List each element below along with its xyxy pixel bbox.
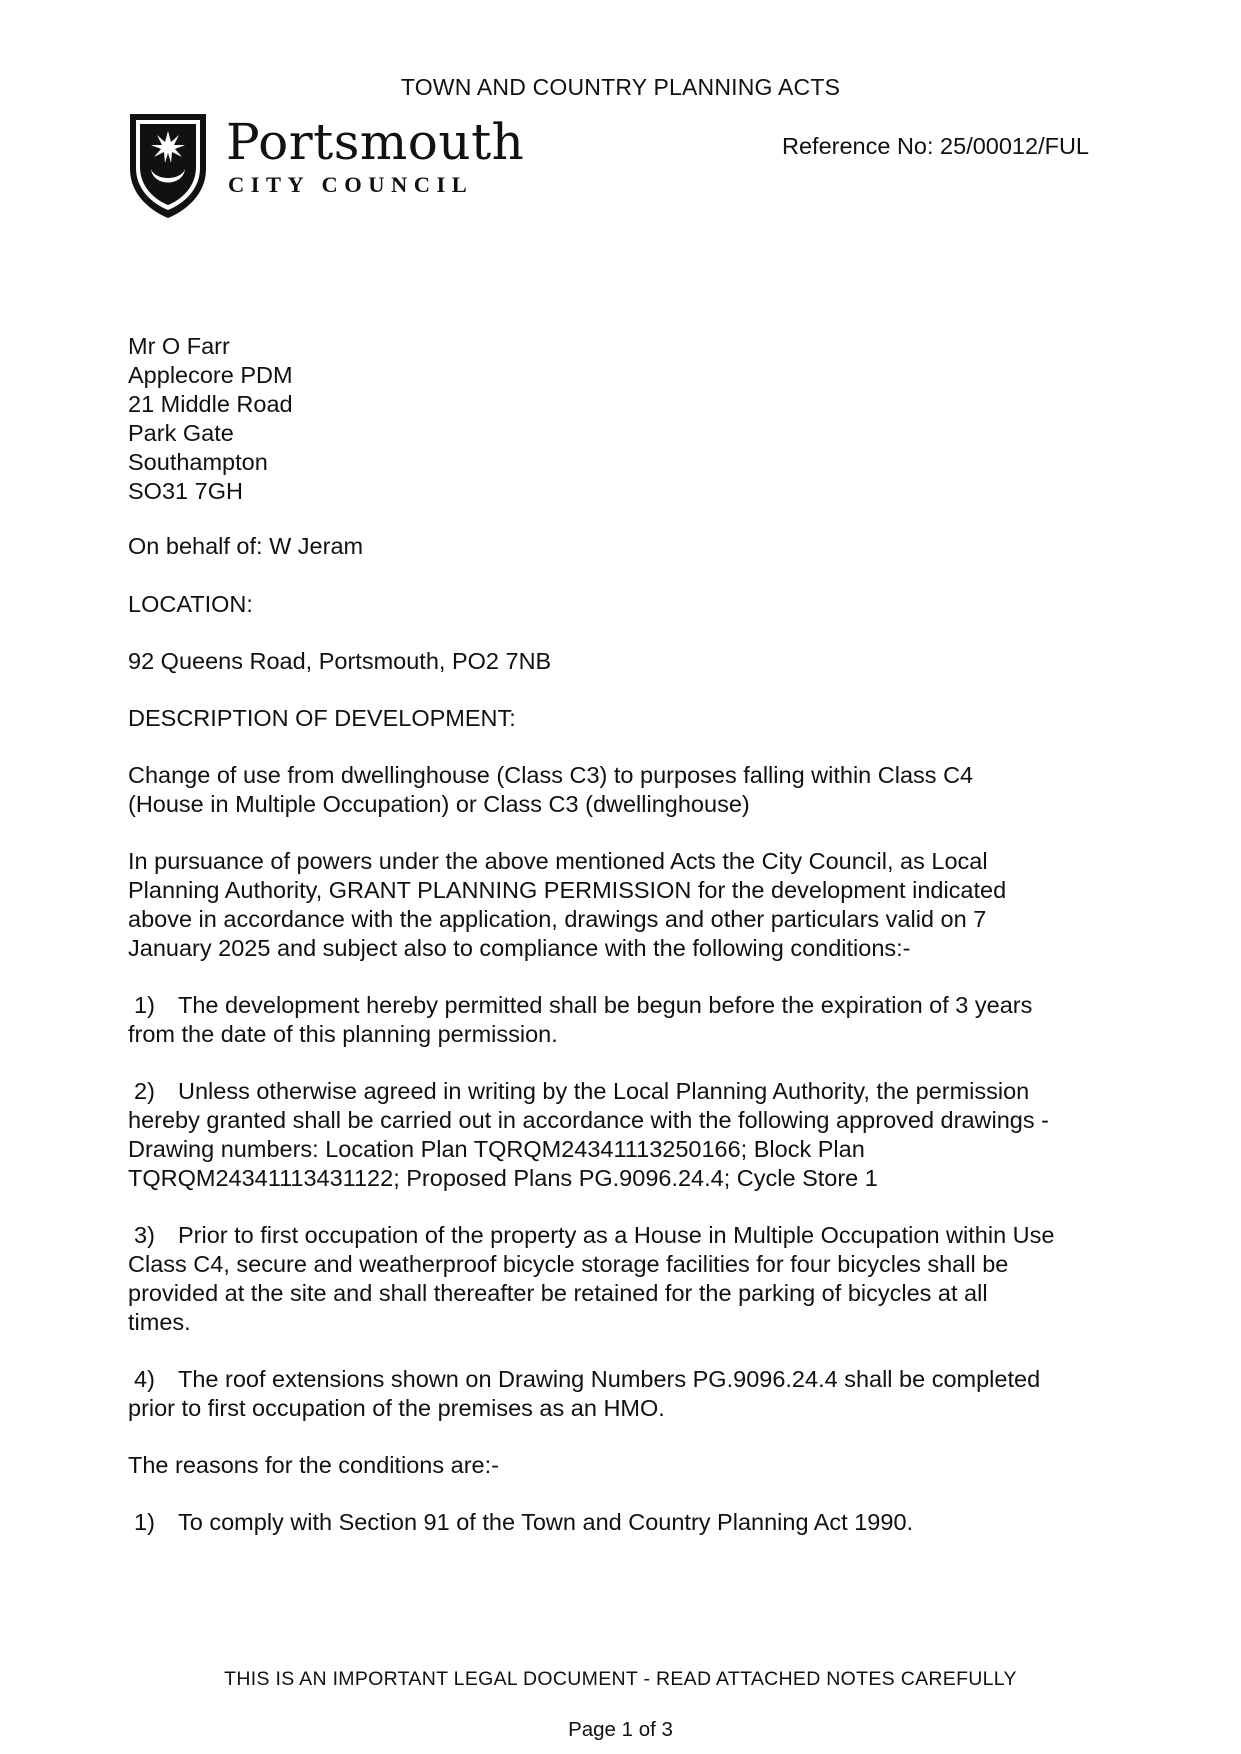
condition-number: 2) xyxy=(134,1078,155,1104)
text-line: from the date of this planning permission. xyxy=(128,1021,558,1047)
text-line: In pursuance of powers under the above mentioned Acts the City Council, as Local xyxy=(128,848,988,874)
condition-2 xyxy=(128,1077,1128,1193)
condition-1 xyxy=(128,991,1128,1049)
location-value: 92 Queens Road, Portsmouth, PO2 7NB xyxy=(128,648,552,674)
text-line: The roof extensions shown on Drawing Numbers PG.9096.24.4 shall be completed xyxy=(178,1366,1041,1392)
council-logo xyxy=(127,108,525,223)
text-line: January 2025 and subject also to compliance with the following conditions:- xyxy=(128,935,911,961)
address-line: Applecore PDM xyxy=(128,362,293,388)
grant-paragraph xyxy=(128,847,1128,963)
address-line: Mr O Farr xyxy=(128,333,230,359)
text-line: Unless otherwise agreed in writing by the Local Planning Authority, the permission xyxy=(178,1078,1030,1104)
crest-icon xyxy=(127,111,209,221)
text-line: (House in Multiple Occupation) or Class C3 (dwellinghouse) xyxy=(128,791,750,817)
description-label: DESCRIPTION OF DEVELOPMENT: xyxy=(128,705,516,731)
logo-wordmark: Portsmouth xyxy=(226,113,525,171)
on-behalf-of: On behalf of: W Jeram xyxy=(128,533,364,559)
legal-notice: THIS IS AN IMPORTANT LEGAL DOCUMENT - READ ATTACHED NOTES CAREFULLY xyxy=(224,1668,1017,1690)
text-line: TQRQM24341113431122; Proposed Plans PG.9096.24.4; Cycle Store 1 xyxy=(128,1165,878,1191)
text-line: The development hereby permitted shall be begun before the expiration of 3 years xyxy=(178,992,1033,1018)
text-line: provided at the site and shall thereafter be retained for the parking of bicycles at all xyxy=(128,1280,988,1306)
text-line: Class C4, secure and weatherproof bicycle storage facilities for four bicycles shall be xyxy=(128,1251,1009,1277)
recipient-address xyxy=(128,332,1128,506)
condition-4 xyxy=(128,1365,1128,1423)
reason-1 xyxy=(128,1508,1128,1537)
address-line: Park Gate xyxy=(128,420,234,446)
text-line: Planning Authority, GRANT PLANNING PERMISSION for the development indicated xyxy=(128,877,1007,903)
text-line: hereby granted shall be carried out in accordance with the following approved drawings - xyxy=(128,1107,1049,1133)
reasons-label: The reasons for the conditions are:- xyxy=(128,1452,499,1478)
location-label: LOCATION: xyxy=(128,591,253,617)
address-line: Southampton xyxy=(128,449,268,475)
condition-number: 4) xyxy=(134,1366,155,1392)
page-number: Page 1 of 3 xyxy=(568,1718,673,1741)
condition-3 xyxy=(128,1221,1128,1337)
logo-subtitle: CITY COUNCIL xyxy=(228,172,474,197)
text-line: Drawing numbers: Location Plan TQRQM24341113250166; Block Plan xyxy=(128,1136,865,1162)
condition-number: 1) xyxy=(134,992,155,1018)
description-text xyxy=(128,761,1128,819)
text-line: To comply with Section 91 of the Town and Country Planning Act 1990. xyxy=(178,1509,914,1535)
text-line: prior to first occupation of the premises as an HMO. xyxy=(128,1395,665,1421)
reason-number: 1) xyxy=(134,1509,155,1535)
reference-number: Reference No: 25/00012/FUL xyxy=(782,133,1089,159)
address-line: 21 Middle Road xyxy=(128,391,293,417)
text-line: times. xyxy=(128,1309,191,1335)
text-line: above in accordance with the application, drawings and other particulars valid on 7 xyxy=(128,906,987,932)
condition-number: 3) xyxy=(134,1222,155,1248)
text-line: Prior to first occupation of the property as a House in Multiple Occupation within Use xyxy=(178,1222,1055,1248)
text-line: Change of use from dwellinghouse (Class C3) to purposes falling within Class C4 xyxy=(128,762,974,788)
document-heading: TOWN AND COUNTRY PLANNING ACTS xyxy=(400,74,841,100)
address-line: SO31 7GH xyxy=(128,478,243,504)
